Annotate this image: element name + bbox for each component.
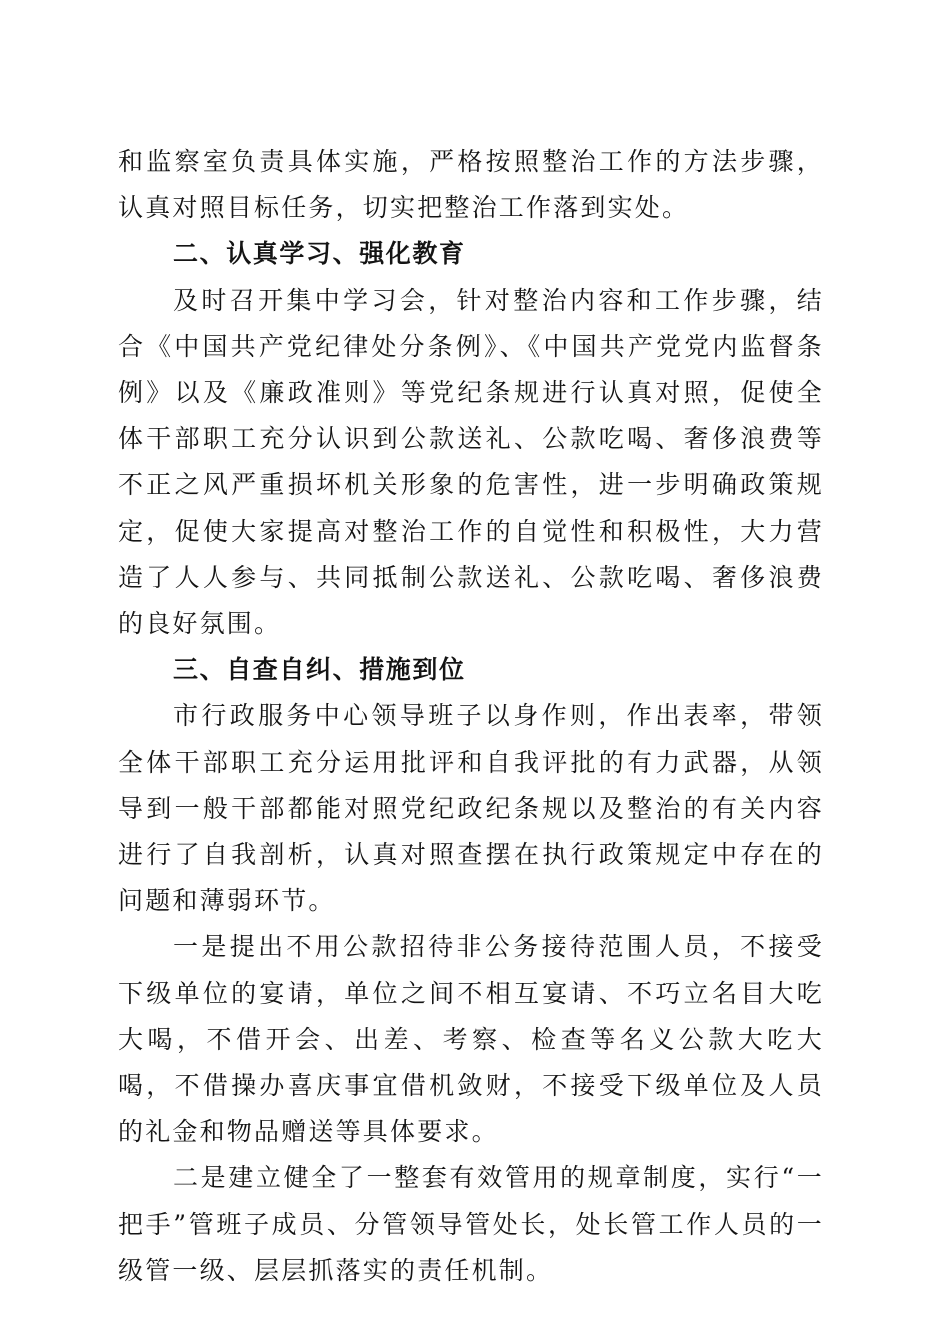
section-heading-3: 三、自查自纠、措施到位 [173, 655, 466, 685]
document-page [118, 139, 824, 1294]
paragraph-study: 及时召开集中学习会，针对整治内容和工作步骤，结合《中国共产党纪律处分条例》、《中国共产党党内监督条例》以及《廉政准则》等党纪条规进行认真对照，促使全体干部职工充分认识到公款送礼、公款吃喝、奢侈浪费等不正之风严重损坏机关形象的危害性，进一步明确政策规定，促使大家提高对整治工作的自觉性和积极性，大力营造了人人参与、共同抵制公款送礼、公款吃喝、奢侈浪费的良好氛围。 [118, 285, 824, 639]
paragraph-point-2: 二是建立健全了一整套有效管用的规章制度，实行“一把手”管班子成员、分管领导管处长，处长管工作人员的一级管一级、层层抓落实的责任机制。 [118, 1163, 824, 1285]
paragraph-continued: 和监察室负责具体实施，严格按照整治工作的方法步骤，认真对照目标任务，切实把整治工作落到实处。 [118, 147, 824, 223]
paragraph-point-1: 一是提出不用公款招待非公务接待范围人员，不接受下级单位的宴请，单位之间不相互宴请、不巧立名目大吃大喝，不借开会、出差、考察、检查等名义公款大吃大喝，不借操办喜庆事宜借机敛财，不接受下级单位及人员的礼金和物品赠送等具体要求。 [118, 932, 824, 1147]
paragraph-self-check: 市行政服务中心领导班子以身作则，作出表率，带领全体干部职工充分运用批评和自我评批的有力武器，从领导到一般干部都能对照党纪政纪条规以及整治的有关内容进行了自我剖析，认真对照查摆在执行政策规定中存在的问题和薄弱环节。 [118, 701, 824, 916]
section-heading-2: 二、认真学习、强化教育 [173, 239, 466, 269]
